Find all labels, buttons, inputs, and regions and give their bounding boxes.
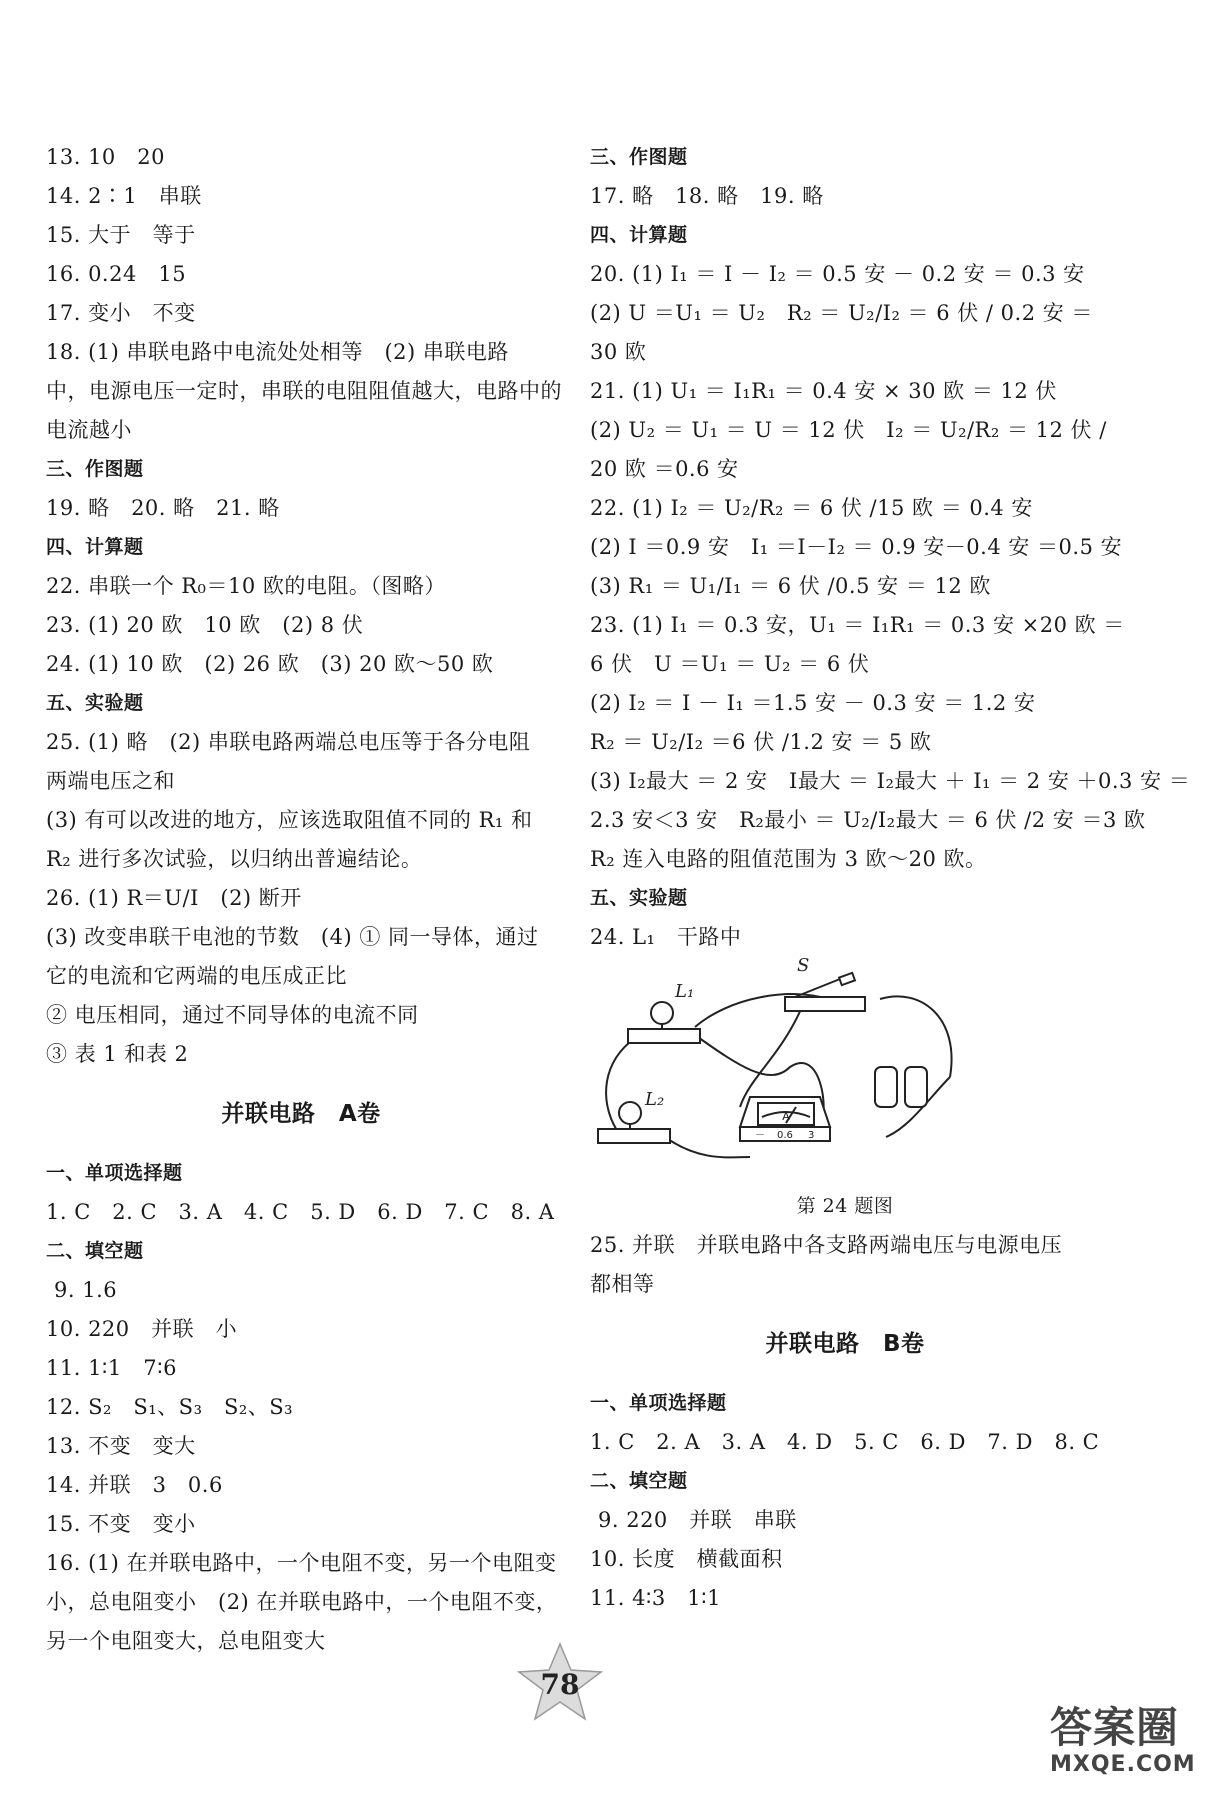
battery-pair	[875, 1067, 927, 1107]
answer-line: 电流越小	[46, 418, 132, 442]
answer-line: 25. 并联 并联电路中各支路两端电压与电源电压	[590, 1233, 1063, 1257]
section-heading: 二、填空题	[590, 1470, 688, 1492]
answer-line: 15. 大于 等于	[46, 223, 196, 247]
label-s: S	[797, 957, 810, 976]
answer-line: 它的电流和它两端的电压成正比	[46, 964, 347, 988]
answer-line: 10. 220 并联 小	[46, 1317, 238, 1341]
lamp-base	[598, 1129, 670, 1143]
left-column	[46, 138, 562, 1661]
answer-line: 21. (1) U₁ ＝ I₁R₁ ＝ 0.4 安 × 30 欧 ＝ 12 伏	[590, 379, 1057, 403]
section-heading: 二、填空题	[46, 1240, 144, 1262]
lamp-bulb	[619, 1102, 641, 1124]
section-heading: 五、实验题	[590, 887, 688, 909]
battery-cell	[905, 1067, 927, 1107]
watermark-logo: 答案圈	[1050, 1703, 1180, 1752]
answer-line: (3) 改变串联干电池的节数 (4) ① 同一导体，通过	[46, 925, 539, 949]
answer-line: 9. 1.6	[54, 1278, 118, 1302]
circuit-diagram	[590, 957, 1100, 1187]
answer-line: 6 伏 U ＝U₁ ＝ U₂ ＝ 6 伏	[590, 652, 870, 676]
figure-caption: 第 24 题图	[796, 1195, 894, 1217]
switch-base	[785, 997, 865, 1011]
answer-line: (2) U₂ ＝ U₁ ＝ U ＝ 12 伏 I₂ ＝ U₂/R₂ ＝ 12 伏 /	[590, 418, 1107, 442]
answer-line: 另一个电阻变大，总电阻变大	[46, 1629, 326, 1653]
page-number: 78	[540, 1668, 580, 1701]
answer-line: 14. 2∶1 串联	[46, 184, 202, 208]
wire	[665, 1137, 750, 1157]
answer-line: 11. 1∶1 7∶6	[46, 1356, 177, 1380]
answer-line: 两端电压之和	[46, 769, 175, 793]
answer-line: 24. L₁ 干路中	[590, 925, 742, 949]
answer-line: (3) 有可以改进的地方，应该选取阻值不同的 R₁ 和	[46, 808, 533, 832]
lamp-base	[628, 1029, 700, 1043]
lamp-l1	[628, 1002, 700, 1043]
watermark-url: MXQE.COM	[1050, 1752, 1196, 1777]
watermark	[1050, 1704, 1200, 1794]
answer-line: 14. 并联 3 0.6	[46, 1473, 223, 1497]
answer-line: 30 欧	[590, 340, 647, 364]
answer-line: 20. (1) I₁ ＝ I － I₂ ＝ 0.5 安 － 0.2 安 ＝ 0.3 安	[590, 262, 1085, 286]
answer-line: (2) I ＝0.9 安 I₁ ＝I－I₂ ＝ 0.9 安－0.4 安 ＝0.5 安	[590, 535, 1123, 559]
answer-line: 17. 略 18. 略 19. 略	[590, 184, 824, 208]
section-title-parallel-b: 并联电路 B卷	[765, 1331, 925, 1357]
answer-line: ② 电压相同，通过不同导体的电流不同	[46, 1003, 419, 1027]
section-heading: 四、计算题	[590, 224, 688, 246]
answer-line: 都相等	[590, 1272, 655, 1296]
answer-line: 13. 10 20	[46, 145, 166, 169]
answer-line: 中，电源电压一定时，串联的电阻阻值越大，电路中的	[46, 379, 562, 403]
answer-line: (2) U ＝U₁ ＝ U₂ R₂ ＝ U₂/I₂ ＝ 6 伏 / 0.2 安 ＝	[590, 301, 1093, 325]
answer-line: 18. (1) 串联电路中电流处处相等 (2) 串联电路	[46, 340, 509, 364]
label-l2: L₂	[645, 1089, 665, 1110]
answer-line: 小，总电阻变小 (2) 在并联电路中，一个电阻不变，	[46, 1590, 558, 1614]
answer-line: 24. (1) 10 欧 (2) 26 欧 (3) 20 欧～50 欧	[46, 652, 494, 676]
answer-line: R₂ 进行多次试验，以归纳出普遍结论。	[46, 847, 423, 871]
answer-line: 22. 串联一个 R₀＝10 欧的电阻。（图略）	[46, 574, 446, 598]
battery-cell	[875, 1067, 897, 1107]
answer-line: 2.3 安＜3 安 R₂最小 ＝ U₂/I₂最大 ＝ 6 伏 /2 安 ＝3 欧	[590, 808, 1146, 832]
star-icon	[515, 1642, 605, 1722]
answer-line: 16. (1) 在并联电路中，一个电阻不变，另一个电阻变	[46, 1551, 557, 1575]
right-column	[590, 138, 1191, 1618]
section-heading: 一、单项选择题	[590, 1392, 727, 1414]
ammeter-letter: A	[782, 1110, 790, 1123]
answer-line: ③ 表 1 和表 2	[46, 1042, 189, 1066]
answer-line: 12. S₂ S₁、S₃ S₂、S₃	[46, 1395, 294, 1419]
answer-line: 17. 变小 不变	[46, 301, 196, 325]
answer-line: 25. (1) 略 (2) 串联电路两端总电压等于各分电阻	[46, 730, 531, 754]
answer-line: 13. 不变 变大	[46, 1434, 196, 1458]
answer-line: 10. 长度 横截面积	[590, 1547, 783, 1571]
switch-s	[785, 973, 865, 1011]
answer-line: 11. 4∶3 1∶1	[590, 1586, 721, 1610]
section-title-parallel-a: 并联电路 A卷	[221, 1101, 381, 1127]
answer-line: 9. 220 并联 串联	[598, 1508, 797, 1532]
answer-line: (3) R₁ ＝ U₁/I₁ ＝ 6 伏 /0.5 安 ＝ 12 欧	[590, 574, 991, 598]
answer-line: 26. (1) R＝U/I (2) 断开	[46, 886, 302, 910]
lamp-bulb	[651, 1002, 673, 1024]
answer-line: R₂ ＝ U₂/I₂ ＝6 伏 /1.2 安 ＝ 5 欧	[590, 730, 932, 754]
ammeter-terminal: －	[755, 1130, 765, 1141]
answer-line: R₂ 连入电路的阻值范围为 3 欧～20 欧。	[590, 847, 987, 871]
answer-line: 16. 0.24 15	[46, 262, 187, 286]
ammeter-terminal: 0.6	[777, 1130, 793, 1141]
answer-line: 15. 不变 变小	[46, 1512, 196, 1536]
ammeter-terminal: 3	[808, 1130, 815, 1141]
answer-line: 19. 略 20. 略 21. 略	[46, 496, 280, 520]
section-heading: 三、作图题	[590, 146, 688, 168]
answer-line: (3) I₂最大 ＝ 2 安 I最大 ＝ I₂最大 ＋ I₁ ＝ 2 安 ＋0.3 安 ＝	[590, 769, 1191, 793]
label-l1: L₁	[675, 981, 695, 1002]
section-heading: 一、单项选择题	[46, 1162, 183, 1184]
wire	[740, 1007, 802, 1107]
answer-line: (2) I₂ ＝ I － I₁ ＝1.5 安 － 0.3 安 ＝ 1.2 安	[590, 691, 1036, 715]
section-heading: 三、作图题	[46, 458, 144, 480]
answer-line: 20 欧 ＝0.6 安	[590, 457, 739, 481]
switch-lever	[795, 977, 845, 997]
page-number-badge	[515, 1642, 605, 1722]
circuit-figure	[590, 957, 1100, 1187]
answer-line: 22. (1) I₂ ＝ U₂/R₂ ＝ 6 伏 /15 欧 ＝ 0.4 安	[590, 496, 1033, 520]
answer-line: 1. C 2. C 3. A 4. C 5. D 6. D 7. C 8. A	[46, 1200, 555, 1224]
answer-line: 1. C 2. A 3. A 4. D 5. C 6. D 7. D 8. C	[590, 1430, 1100, 1454]
section-heading: 四、计算题	[46, 536, 144, 558]
answer-line: 23. (1) I₁ ＝ 0.3 安，U₁ ＝ I₁R₁ ＝ 0.3 安 ×20 欧 ＝	[590, 613, 1125, 637]
answer-line: 23. (1) 20 欧 10 欧 (2) 8 伏	[46, 613, 364, 637]
wire	[880, 996, 952, 1077]
section-heading: 五、实验题	[46, 692, 144, 714]
